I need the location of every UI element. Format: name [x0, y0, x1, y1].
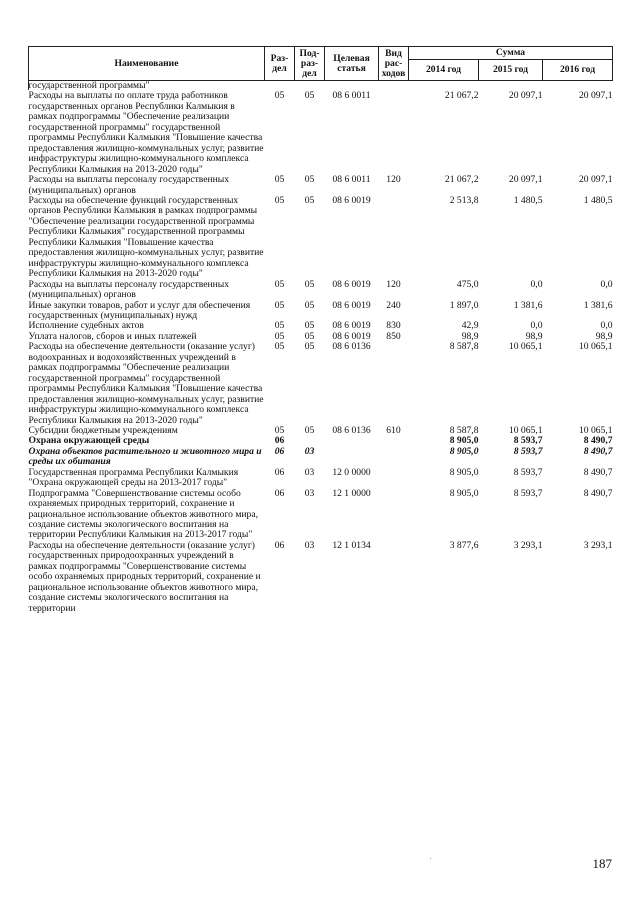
header-subsection: Под- раз- дел	[295, 47, 325, 81]
row-target-item: 08 6 0136	[332, 424, 371, 436]
header-target-item: Целевая статья	[325, 47, 379, 81]
row-expense-type	[379, 541, 409, 614]
row-sum-2014: 2 513,8	[449, 194, 479, 206]
row-name: Расходы на обеспечение деятельности (оказание услуг) водоохранных и водохозяйственных учреждений в рамках подпрограммы "Обеспечение реализации государственной программы" государственной программы Республики Калмыкия "Повышение качества предоставления жилищно-коммунальных услуг, развитие инфраструктуры жилищно-коммунального комплекса Республики Калмыкия на 2013-2020 годы"	[28, 341, 264, 426]
row-subsection: 05	[304, 90, 315, 102]
row-target-item: 08 6 0011	[332, 90, 371, 102]
row-sum-2014: 8 905,0	[449, 435, 479, 447]
row-section: 06	[274, 539, 285, 551]
table-row	[29, 280, 613, 301]
row-name: Подпрограмма "Совершенствование системы особо охраняемых природных территорий, сохранение и рациональное использование объектов животного мира, создание системы экологического воспитания на территории Республики Калмыкия на 2013-2017 годы"	[28, 487, 258, 541]
row-expense-type: 610	[386, 424, 401, 436]
row-name: Расходы на выплаты персоналу государственных (муниципальных) органов	[28, 174, 230, 196]
row-sum-2015: 10 065,1	[508, 341, 543, 353]
row-name: Расходы на обеспечение деятельности (оказание услуг) государственных природоохранных учреждений в рамках подпрограммы "Совершенствование системы особо охраняемых природных территорий, сохранение и рациональное использование объектов животного мира, создание системы экологического воспитания на территории	[28, 539, 261, 614]
table-row	[29, 468, 613, 489]
row-section: 06	[274, 466, 285, 478]
row-sum-2016: 20 097,1	[578, 90, 613, 102]
header-expense-type: Вид рас- ходов	[379, 47, 409, 81]
table-row	[29, 91, 613, 175]
row-sum-2016: 8 490,7	[583, 445, 613, 457]
row-subsection: 03	[304, 487, 315, 499]
row-target-item	[325, 436, 379, 446]
table-row	[29, 342, 613, 426]
table-row	[29, 541, 613, 614]
row-section: 06	[274, 445, 285, 457]
row-section: 05	[274, 299, 285, 311]
page-number: 187	[592, 856, 612, 871]
row-section: 06	[274, 435, 285, 447]
row-sum-2014: 42,9	[461, 320, 479, 332]
row-sum-2015: 0,0	[530, 320, 543, 332]
row-name: государственной программы"	[28, 80, 150, 91]
row-sum-2016: 98,9	[595, 330, 613, 342]
row-sum-2016: 20 097,1	[578, 174, 613, 186]
row-sum-2015: 20 097,1	[508, 90, 543, 102]
row-sum-2014: 8 905,0	[449, 466, 479, 478]
row-sum-2016: 0,0	[600, 278, 613, 290]
row-expense-type: 830	[386, 320, 401, 332]
row-expense-type	[379, 81, 409, 92]
row-subsection: 05	[304, 278, 315, 290]
row-expense-type	[379, 447, 409, 468]
row-expense-type	[379, 468, 409, 489]
row-name: Уплата налогов, сборов и иных платежей	[28, 330, 197, 342]
table-header	[29, 47, 613, 81]
table-row	[29, 301, 613, 322]
row-sum-2014: 8 587,8	[449, 424, 479, 436]
row-name: Иные закупки товаров, работ и услуг для обеспечения государственных (муниципальных) нужд	[28, 299, 251, 321]
row-sum-2016: 1 381,6	[583, 299, 613, 311]
row-sum-2014: 98,9	[461, 330, 479, 342]
row-sum-2014: 475,0	[456, 278, 479, 290]
row-sum-2015: 0,0	[530, 278, 543, 290]
header-name: Наименование	[29, 47, 265, 81]
row-subsection: 03	[304, 539, 315, 551]
row-sum-2014: 8 905,0	[449, 445, 479, 457]
row-subsection: 05	[304, 320, 315, 332]
row-sum-2015: 20 097,1	[508, 174, 543, 186]
row-expense-type	[379, 196, 409, 280]
row-expense-type: 850	[386, 330, 401, 342]
row-sum-2014: 8 587,8	[449, 341, 479, 353]
header-year-2014: 2014 год	[409, 60, 479, 81]
row-sum-2015: 1 381,6	[513, 299, 543, 311]
row-section: 05	[274, 194, 285, 206]
row-sum-2014: 3 877,6	[449, 539, 479, 551]
row-subsection: 05	[304, 299, 315, 311]
row-section: 05	[274, 278, 285, 290]
row-subsection: 05	[304, 174, 315, 186]
row-section: 05	[274, 330, 285, 342]
row-subsection: 03	[304, 445, 315, 457]
row-name: Расходы на выплаты по оплате труда работников государственных органов Республики Калмыкия в рамках подпрограммы "Обеспечение реализации государственной программы" государственной программы Республики Калмыкия "Повышение качества предоставления жилищно-коммунальных услуг, развитие инфраструктуры жилищно-коммунального комплекса Республики Калмыкия на 2013-2020 годы"	[28, 90, 264, 175]
table-left-edge	[28, 80, 29, 90]
row-name: Расходы на обеспечение функций государственных органов Республики Калмыкия в рамках подпрограммы "Обеспечение реализации государственной программы Республики Калмыкия" государственной программы Республики Калмыкия "Повышение качества предоставления жилищно-коммунальных услуг, развитие инфраструктуры жилищно-коммунального комплекса Республики Калмыкия на 2013-2020 годы"	[28, 194, 264, 280]
row-sum-2014: 21 067,2	[444, 90, 479, 102]
row-sum-2015: 3 293,1	[513, 539, 543, 551]
row-target-item: 08 6 0019	[332, 330, 371, 342]
row-target-item: 12 1 0000	[332, 487, 371, 499]
row-section: 05	[274, 341, 285, 353]
row-section: 05	[274, 320, 285, 332]
row-sum-2014: 8 905,0	[449, 487, 479, 499]
row-section: 05	[274, 90, 285, 102]
row-target-item: 08 6 0019	[332, 278, 371, 290]
row-section: 05	[274, 174, 285, 186]
header-section: Раз- дел	[265, 47, 295, 81]
row-expense-type: 120	[386, 278, 401, 290]
row-subsection: 03	[304, 466, 315, 478]
header-sum: Сумма	[409, 47, 613, 60]
row-target-item: 08 6 0019	[332, 299, 371, 311]
row-sum-2016: 3 293,1	[583, 539, 613, 551]
row-target-item: 08 6 0011	[332, 174, 371, 186]
table-row	[29, 489, 613, 541]
row-sum-2015: 8 593,7	[513, 445, 543, 457]
table-body	[29, 81, 613, 615]
row-sum-2016: 8 490,7	[583, 487, 613, 499]
row-section: 05	[274, 424, 285, 436]
row-sum-2016: 8 490,7	[583, 466, 613, 478]
row-sum-2015: 8 593,7	[513, 435, 543, 447]
row-sum-2016: 10 065,1	[578, 424, 613, 436]
row-sum-2015: 10 065,1	[508, 424, 543, 436]
row-subsection: 05	[304, 424, 315, 436]
row-expense-type: 120	[386, 174, 401, 186]
row-sum-2015: 1 480,5	[513, 194, 543, 206]
row-subsection: 05	[304, 341, 315, 353]
row-sum-2016: 10 065,1	[578, 341, 613, 353]
row-name: Субсидии бюджетным учреждениям	[28, 424, 178, 436]
row-target-item: 08 6 0019	[332, 320, 371, 332]
row-expense-type	[379, 436, 409, 446]
row-target-item: 12 0 0000	[332, 466, 371, 478]
row-expense-type	[379, 342, 409, 426]
table-row	[29, 196, 613, 280]
row-name: Расходы на выплаты персоналу государственных (муниципальных) органов	[28, 278, 230, 301]
row-sum-2015: 8 593,7	[513, 487, 543, 499]
row-sum-2016: 0,0	[600, 320, 613, 332]
table-row	[29, 175, 613, 196]
row-name: Исполнение судебных актов	[28, 320, 144, 332]
scan-dot	[430, 858, 431, 859]
row-sum-2014: 21 067,2	[444, 174, 479, 186]
row-target-item	[325, 447, 379, 468]
row-sum-2015: 8 593,7	[513, 466, 543, 478]
row-section: 06	[274, 487, 285, 499]
row-sum-2014: 1 897,0	[449, 299, 479, 311]
header-year-2016: 2016 год	[543, 60, 613, 81]
row-sum-2016: 8 490,7	[583, 435, 613, 447]
row-target-item: 12 1 0134	[332, 539, 371, 551]
row-sum-2015: 98,9	[525, 330, 543, 342]
row-target-item: 08 6 0136	[332, 341, 371, 353]
budget-table	[28, 46, 613, 614]
row-expense-type	[379, 489, 409, 541]
row-subsection: 05	[304, 330, 315, 342]
table-row	[29, 447, 613, 468]
row-name: Охрана окружающей среды	[28, 435, 150, 447]
row-target-item: 08 6 0019	[332, 194, 371, 206]
row-name: Государственная программа Республики Калмыкия "Охрана окружающей среды на 2013-2017 годы"	[28, 466, 239, 489]
row-sum-2016: 1 480,5	[583, 194, 613, 206]
row-expense-type: 240	[386, 299, 401, 311]
row-subsection: 05	[304, 194, 315, 206]
row-expense-type	[379, 91, 409, 175]
row-name: Охрана объектов растительного и животного мира и среды их обитания	[28, 445, 262, 468]
header-year-2015: 2015 год	[479, 60, 543, 81]
